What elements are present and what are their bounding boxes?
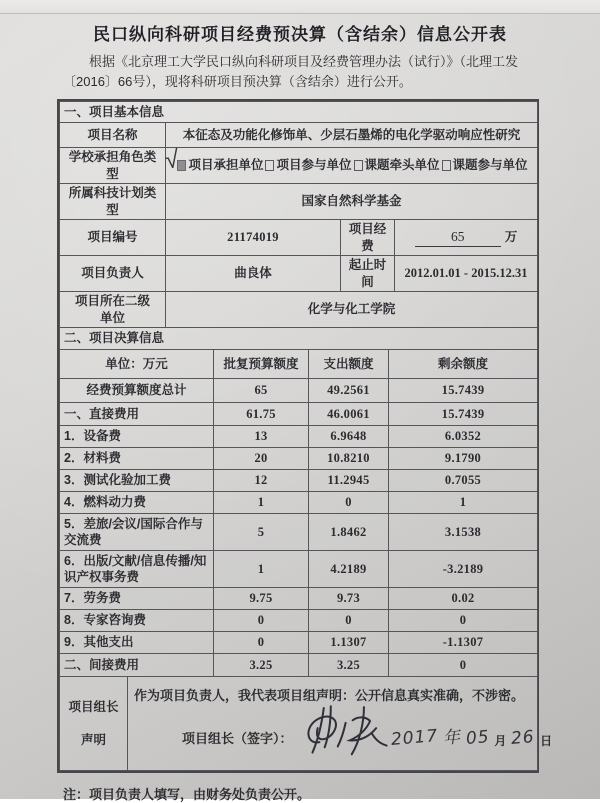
project-name-label: 项目名称 [60,123,166,148]
signature-date [391,727,553,749]
table-row [60,588,538,610]
table-row [60,328,538,350]
row-label: 6．出版/文献/信息传播/知识产权事务费 [60,551,214,588]
row-label: 2．材料费 [60,448,214,470]
checkbox-icon [177,160,186,171]
cell-approved: 1 [214,551,309,588]
declaration-label [60,677,128,771]
cell-approved: 0 [214,632,309,654]
declaration-content [128,677,553,771]
plan-type-label: 所属科技计划类型 [60,184,166,220]
cell-spent: 46.0061 [309,403,389,426]
table-row [60,632,538,654]
date-year-unit: 年 [441,727,462,750]
declaration-table [59,676,553,771]
row-label: 经费预算额度总计 [60,379,214,403]
dept-label-line1: 项目所在二级 [74,294,150,308]
table-row [60,551,538,588]
period-label: 起止时间 [341,256,395,292]
section-title-budget-info: 二、项目决算信息 [60,328,538,350]
form-table [57,99,553,773]
cell-approved: 5 [214,514,309,551]
period-value: 2012.01.01 - 2015.12.31 [395,256,538,292]
cell-remaining: 15.7439 [389,379,538,403]
row-label: 8．专家咨询费 [60,610,214,632]
row-label: 二、间接费用 [60,654,214,677]
page-title: 民口纵向科研项目经费预决算（含结余）信息公开表 [93,25,507,44]
declaration-label-line2: 声明 [80,732,106,747]
cell-remaining: 0.02 [389,588,538,610]
role-option-label: 项目承担单位 [188,158,264,173]
cell-remaining: 0.7055 [389,470,538,492]
cell-approved: 13 [214,426,309,448]
cell-remaining: -1.1307 [389,632,538,654]
date-day-unit: 日 [540,733,553,748]
footer-note: 注：项目负责人填写，由财务处负责公开。 [63,787,311,802]
role-option-undertaker [163,145,264,175]
date-day: 26 [510,727,536,750]
table-row [60,403,538,426]
table-header-row [60,350,538,379]
table-row [60,148,538,184]
declaration-row [60,677,538,771]
role-option-topic-participant [440,157,528,174]
cell-spent: 11.2945 [309,470,389,492]
checkbox-icon [265,160,274,171]
pi-label: 项目负责人 [60,256,166,292]
cell-spent: 3.25 [309,654,389,677]
cell-spent: 49.2561 [309,379,389,403]
dept-label [60,292,166,328]
project-number-label: 项目编号 [60,220,166,256]
paper-sheet [0,13,600,803]
table-row [60,654,538,677]
row-label: 1．设备费 [60,426,214,448]
column-header-approved: 批复预算额度 [214,350,309,379]
table-row [60,492,538,514]
cell-remaining: 6.0352 [389,426,538,448]
cell-spent: 4.2189 [309,551,389,588]
cell-spent: 1.8462 [309,514,389,551]
cell-remaining: -3.2189 [389,551,538,588]
signature-line [132,715,553,763]
row-label: 4．燃料动力费 [60,492,214,514]
date-month: 05 [464,727,491,750]
row-label: 9．其他支出 [60,632,214,654]
table-row [60,184,538,220]
column-header-remaining: 剩余额度 [389,350,538,379]
cell-remaining: 0 [389,654,538,677]
cell-approved: 3.25 [214,654,309,677]
row-label: 一、直接费用 [60,403,214,426]
cell-approved: 9.75 [214,588,309,610]
declaration-statement: 作为项目负责人，我代表项目组声明：公开信息真实准确，不涉密。 [134,688,525,704]
date-year: 2017 [389,726,439,751]
funding-amount: 65 [415,228,501,247]
cell-approved: 61.75 [214,403,309,426]
table-row [60,123,538,148]
cell-approved: 20 [214,448,309,470]
row-label: 3．测试化验加工费 [60,470,214,492]
section-title-basic-info: 一、项目基本信息 [60,102,538,123]
cell-remaining: 15.7439 [389,403,538,426]
cell-spent: 9.73 [309,588,389,610]
pi-name: 曲良体 [166,256,341,292]
signature-label: 项目组长（签字）： [182,731,293,746]
role-option-participant [263,157,351,174]
row-label: 7．劳务费 [60,588,214,610]
table-row [60,102,538,123]
project-name-value: 本征态及功能化修饰单、少层石墨烯的电化学驱动响应性研究 [166,123,538,148]
role-type-label: 学校承担角色类型 [60,148,166,184]
table-row [60,292,538,328]
cell-remaining: 3.1538 [389,514,538,551]
budget-table [59,327,538,677]
cell-remaining: 9.1790 [389,448,538,470]
dept-value: 化学与化工学院 [166,292,538,328]
role-option-topic-lead [352,157,440,174]
checkbox-icon [442,160,451,171]
table-row [60,220,538,256]
intro-paragraph: 根据《北京理工大学民口纵向科研项目及经费管理办法（试行）》（北理工发〔2016〕66号），现将科研项目预决算（含结余）进行公开。 [63,54,519,89]
cell-remaining: 1 [389,492,538,514]
role-option-label: 项目参与单位 [276,158,352,173]
role-option-label: 课题参与单位 [452,158,528,173]
role-options [163,145,538,184]
cell-approved: 1 [214,492,309,514]
dept-label-line2: 单位 [99,310,125,325]
role-option-label: 课题牵头单位 [364,158,440,173]
cell-spent: 0 [309,492,389,514]
table-row [60,448,538,470]
table-row [60,256,538,292]
cell-approved: 0 [214,610,309,632]
funding-label: 项目经费 [341,220,395,256]
table-row [60,470,538,492]
checkbox-icon [354,160,363,171]
spacer [64,716,123,732]
cell-spent: 6.9648 [309,426,389,448]
plan-type-value: 国家自然科学基金 [166,184,538,220]
table-row [60,514,538,551]
cell-approved: 65 [214,379,309,403]
cell-approved: 12 [214,470,309,492]
cell-spent: 1.1307 [309,632,389,654]
cell-remaining: 0 [389,610,538,632]
table-row [60,426,538,448]
check-mark-icon: √ [163,145,181,175]
row-label: 5．差旅/会议/国际合作与交流费 [60,514,214,551]
column-header-spent: 支出额度 [309,350,389,379]
column-header-unit: 单位：万元 [60,350,214,379]
cell-spent: 10.8210 [309,448,389,470]
table-row [60,610,538,632]
project-number-value: 21174019 [166,220,341,256]
handwritten-signature [295,701,391,757]
paper-top-edge [0,0,600,14]
table-row [60,379,538,403]
cell-spent: 0 [309,610,389,632]
declaration-label-line1: 项目组长 [68,700,119,714]
funding-unit: 万 [504,230,518,245]
date-month-unit: 月 [494,733,507,748]
basic-info-table [59,101,538,328]
funding-value [395,220,538,256]
